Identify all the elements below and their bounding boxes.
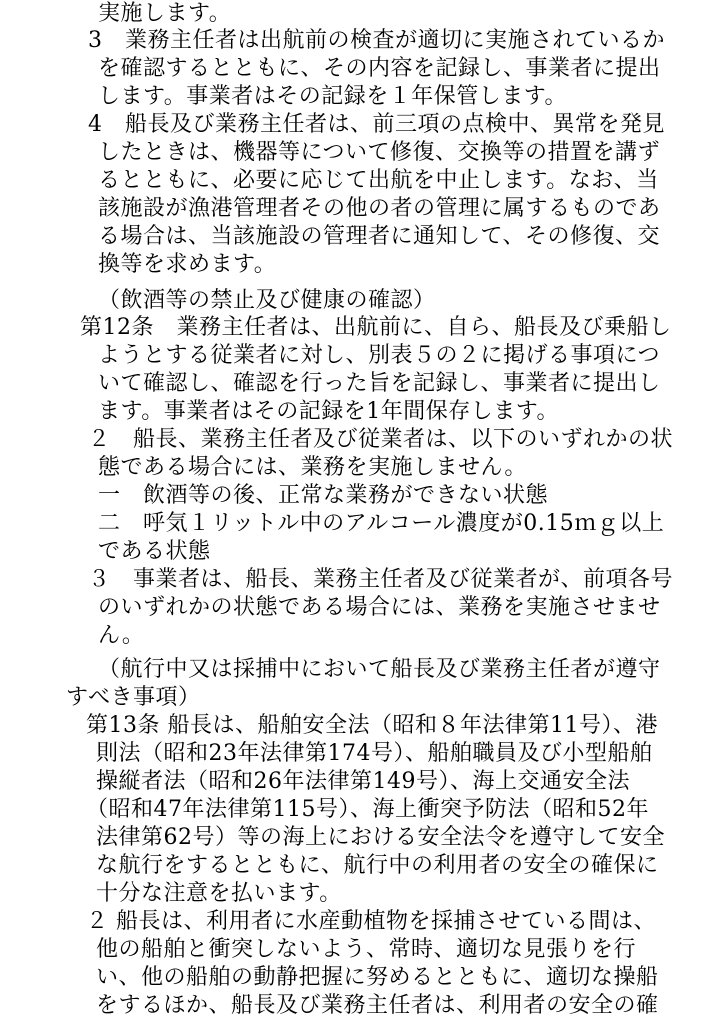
text-line: ３ 事業者は、船長、業務主任者及び従業者が、前項各号	[88, 567, 674, 592]
text-line: 一 飲酒等の後、正常な業務ができない状態	[98, 483, 549, 508]
text-line: 二 呼気１リットル中のアルコール濃度が0.15ｍｇ以上	[98, 511, 665, 536]
text-line: 第12条 業務主任者は、出航前に、自ら、船長及び乗船し	[80, 315, 672, 340]
section-heading: （航行中又は採捕中において船長及び業務主任者が遵守	[98, 657, 661, 682]
text-line: したときは、機器等について修復、交換等の措置を講ず	[98, 140, 661, 165]
text-line: のいずれかの状態である場合には、業務を実施させませ	[98, 595, 661, 620]
text-line: します。事業者はその記録を１年保管します。	[98, 84, 567, 109]
text-line: （昭和47年法律第115号）、海上衝突予防法（昭和52年	[86, 797, 649, 822]
text-line: いて確認し、確認を行った旨を記録し、事業者に提出し	[98, 371, 661, 396]
text-line: を確認するとともに、その内容を記録し、事業者に提出	[98, 56, 661, 81]
text-line: ます。事業者はその記録を1年間保存します。	[98, 399, 559, 424]
text-line: 第13条 船長は、船舶安全法（昭和８年法律第11号）、港	[86, 713, 658, 738]
text-line: 操縦者法（昭和26年法律第149号）、海上交通安全法	[96, 769, 630, 794]
text-line: ２ 船長は、利用者に水産動植物を採捕させている間は、	[86, 909, 656, 934]
text-line: 換等を求めます。	[98, 252, 277, 277]
text-line: 態である場合には、業務を実施しません。	[98, 455, 527, 480]
text-line: 十分な注意を払います。	[96, 881, 342, 906]
text-line: 法律第62号）等の海上における安全法令を遵守して安全	[96, 825, 665, 850]
text-line: 4 船長及び業務主任者は、前三項の点検中、異常を発見	[88, 112, 665, 137]
text-line: をするほか、船長及び業務主任者は、利用者の安全の確	[96, 993, 659, 1018]
text-line: 則法（昭和23年法律第174号）、船舶職員及び小型船舶	[96, 741, 653, 766]
text-line: 3 業務主任者は出航前の検査が適切に実施されているか	[88, 28, 665, 53]
text-line: 他の船舶と衝突しないよう、常時、適切な見張りを行	[96, 937, 637, 962]
section-heading: すべき事項）	[66, 685, 201, 710]
section-heading: （飲酒等の禁止及び健康の確認）	[98, 288, 436, 313]
text-line: ようとする従業者に対し、別表５の２に掲げる事項につ	[98, 343, 661, 368]
text-line: い、他の船舶の動静把握に努めるとともに、適切な操船	[96, 965, 659, 990]
text-line: な航行をするとともに、航行中の利用者の安全の確保に	[96, 853, 659, 878]
text-line: 該施設が漁港管理者その他の者の管理に属するものであ	[98, 196, 661, 221]
text-line: ん。	[98, 623, 145, 648]
text-line: である状態	[98, 539, 211, 564]
text-line: る場合は、当該施設の管理者に通知して、その修復、交	[98, 224, 661, 249]
text-line: るとともに、必要に応じて出航を中止します。なお、当	[98, 168, 659, 193]
text-line: ２ 船長、業務主任者及び従業者は、以下のいずれかの状	[88, 427, 674, 452]
text-line: 実施します。	[98, 1, 232, 26]
